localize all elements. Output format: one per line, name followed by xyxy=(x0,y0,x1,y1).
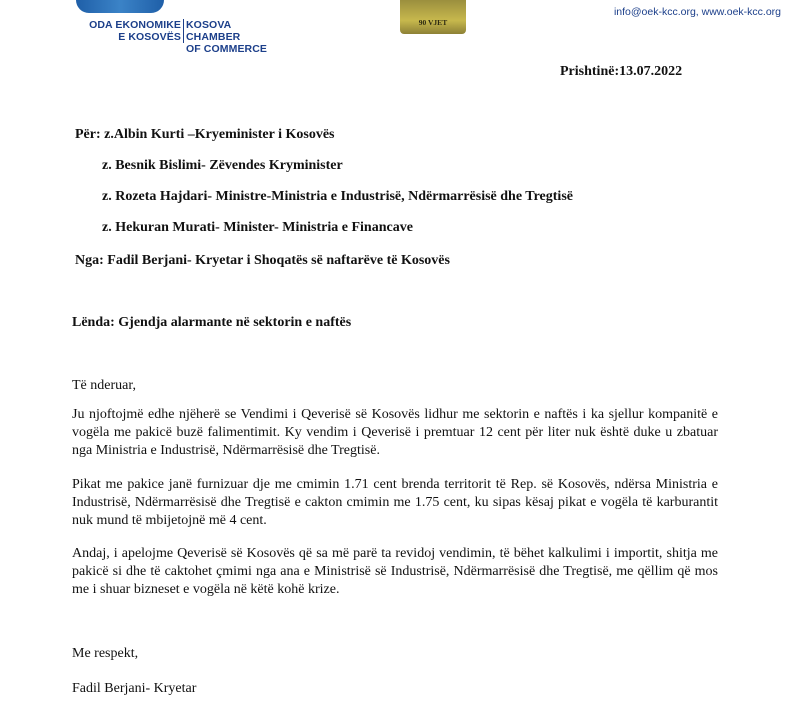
greeting: Të nderuar, xyxy=(72,378,136,393)
org-left-line2: E KOSOVËS xyxy=(118,31,181,43)
badge-text: 90 VJET xyxy=(418,18,448,27)
letterhead xyxy=(0,0,789,55)
org-name-albanian xyxy=(69,19,181,43)
logo-divider xyxy=(183,19,184,43)
recipient-line: z. Rozeta Hajdari- Ministre-Ministria e Industrisë, Ndërmarrësisë dhe Tregtisë xyxy=(102,189,573,204)
chamber-logo-icon xyxy=(76,0,164,13)
body-paragraph: Andaj, i apelojme Qeverisë së Kosovës që sa më parë ta revidoj vendimin, të bëhet kalkulimi i importit, shitja me pakicë si dhe të caktohet çmimi nga ana e Ministrisë së Industrisë, Ndërmarrësisë dhe Tregtisë, me qëllim që mos me i shuar bizneset e vogëla në këtë kohë krize. xyxy=(72,546,718,597)
recipient-line: Për: z.Albin Kurti –Kryeminister i Kosovës xyxy=(75,127,335,142)
anniversary-badge-icon xyxy=(400,0,466,34)
signature: Fadil Berjani- Kryetar xyxy=(72,681,197,696)
body-paragraph: Pikat me pakice janë furnizuar dje me cmimin 1.71 cent brenda territorit të Rep. së Kosovës, ndërsa Ministria e Industrisë, Ndërmarrësisë dhe Tregtisë e cakton cmimin me 1.75 cent, ku sipas kësaj pikat e vogëla të karburantit nuk mund të mbijetojnë më 4 cent. xyxy=(72,477,718,528)
recipient-line: z. Besnik Bislimi- Zëvendes Kryminister xyxy=(102,158,343,173)
recipient-line: z. Hekuran Murati- Minister- Ministria e Financave xyxy=(102,220,413,235)
org-name-english xyxy=(186,19,276,55)
org-right-line1: KOSOVA CHAMBER xyxy=(186,19,241,43)
body-paragraph: Ju njoftojmë edhe njëherë se Vendimi i Qeverisë së Kosovës lidhur me sektorin e naftës i ka sjellur kompanitë e vogëla me pakicë buzë falimentimit. Ky vendim i Qeverisë i premtuar 12 cent për liter nuk është duke u zbatuar nga Ministria e Industrisë, Ndërmarrësisë dhe Tregtisë. xyxy=(72,407,718,458)
subject-line: Lënda: Gjendja alarmante në sektorin e naftës xyxy=(72,315,352,330)
sender-line: Nga: Fadil Berjani- Kryetar i Shoqatës së naftarëve të Kosovës xyxy=(75,253,450,268)
letter-date: Prishtinë:13.07.2022 xyxy=(560,64,683,79)
org-left-line1: ODA EKONOMIKE xyxy=(89,19,181,31)
closing: Me respekt, xyxy=(72,646,139,661)
org-right-line2: OF COMMERCE xyxy=(186,43,268,55)
contact-info: info@oek-kcc.org, www.oek-kcc.org xyxy=(613,6,781,18)
